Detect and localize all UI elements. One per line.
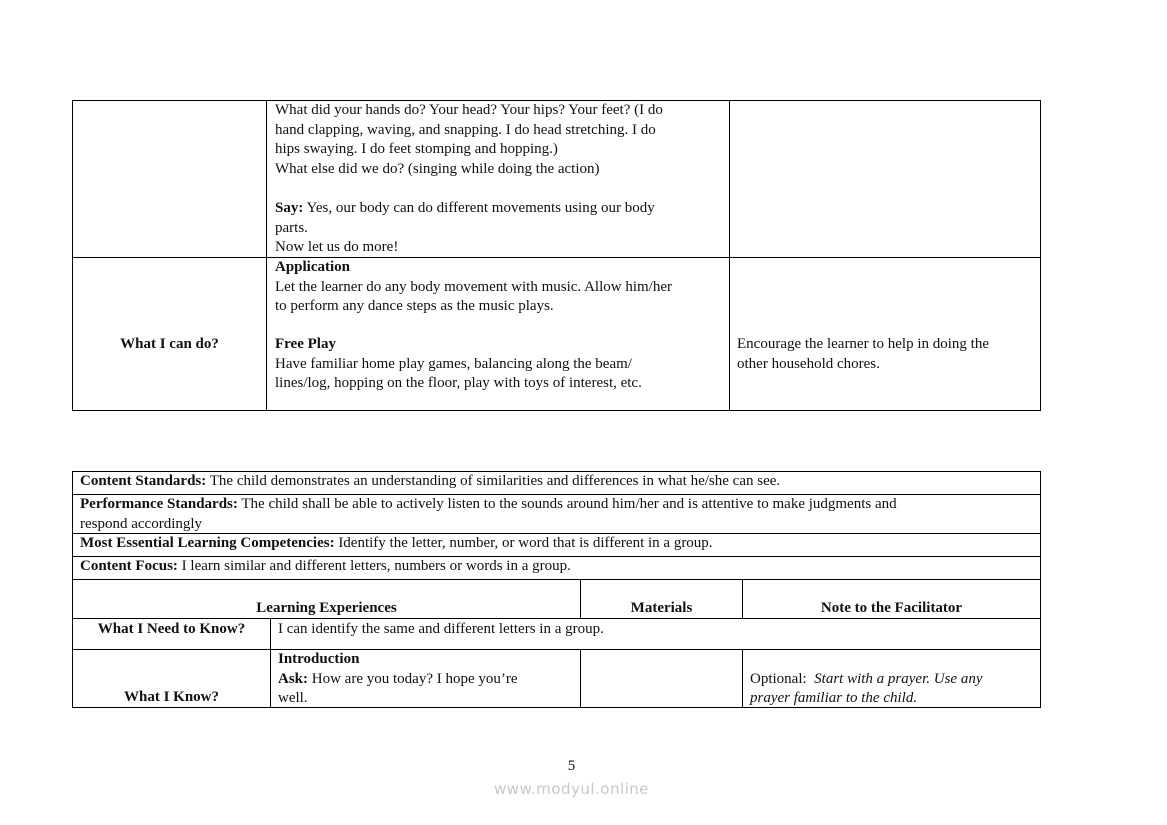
optional-note: prayer familiar to the child. bbox=[750, 690, 918, 706]
header-learning-experiences: Learning Experiences bbox=[256, 600, 397, 616]
answer-text: hand clapping, waving, and snapping. I do head stretching. I do bbox=[275, 121, 656, 138]
performance-standards-text: The child shall be able to actively listen to the sounds around him/her and is attentive to make judgments and bbox=[237, 496, 897, 512]
facilitator-note: other household chores. bbox=[737, 355, 880, 372]
optional-note bbox=[750, 670, 983, 690]
column-divider bbox=[742, 649, 743, 708]
content-standards-label: Content Standards: bbox=[80, 473, 207, 489]
application-text: to perform any dance steps as the music plays. bbox=[275, 298, 554, 314]
section-label: What I can do? bbox=[120, 336, 219, 352]
ask-text: well. bbox=[278, 690, 308, 706]
what-i-know-label: What I Know? bbox=[123, 689, 220, 705]
row-divider bbox=[72, 257, 1041, 258]
performance-standards-text: respond accordingly bbox=[80, 515, 203, 532]
ask-label: Ask: bbox=[278, 670, 309, 687]
table-border bbox=[72, 410, 1041, 411]
say-text: Now let us do more! bbox=[275, 239, 399, 255]
application-text: Let the learner do any body movement with music. Allow him/her bbox=[275, 278, 672, 295]
table-border bbox=[72, 100, 73, 411]
optional-italic: Start with a prayer. Use any bbox=[814, 670, 983, 687]
content-focus-label: Content Focus: bbox=[80, 558, 178, 574]
ask-content: How are you today? I hope you’re bbox=[308, 670, 518, 687]
say-text: parts. bbox=[275, 219, 308, 236]
say-content: Yes, our body can do different movements using our body bbox=[303, 200, 655, 216]
table-border bbox=[72, 471, 73, 708]
content-focus-text: I learn similar and different letters, numbers or words in a group. bbox=[177, 558, 571, 574]
content-standards-text: The child demonstrates an understanding of similarities and differences in what he/she can see. bbox=[206, 473, 781, 489]
answer-text: hips swaying. I do feet stomping and hopping.) bbox=[275, 141, 558, 157]
free-play-text: Have familiar home play games, balancing along the beam/ bbox=[275, 355, 632, 372]
melc-label: Most Essential Learning Competencies: bbox=[80, 535, 335, 551]
free-play-title: Free Play bbox=[275, 336, 336, 352]
facilitator-note: Encourage the learner to help in doing the bbox=[737, 336, 989, 352]
introduction-title: Introduction bbox=[278, 651, 360, 667]
need-to-know-text: I can identify the same and different letters in a group. bbox=[278, 621, 604, 637]
question-text: What did your hands do? Your head? Your hips? Your feet? (I do bbox=[275, 102, 663, 118]
ask-text bbox=[278, 670, 518, 690]
table-border bbox=[1040, 100, 1041, 411]
table-border bbox=[1040, 471, 1041, 708]
header-note: Note to the Facilitator bbox=[820, 600, 963, 616]
watermark: www.modyul.online bbox=[493, 780, 650, 798]
column-divider bbox=[580, 649, 581, 708]
free-play-text: lines/log, hopping on the floor, play with toys of interest, etc. bbox=[275, 375, 642, 391]
performance-standards-label: Performance Standards: bbox=[80, 496, 238, 512]
optional-prefix: Optional: bbox=[750, 670, 815, 687]
header-materials: Materials bbox=[630, 600, 693, 616]
row-divider bbox=[72, 579, 1041, 580]
say-label: Say: bbox=[275, 200, 304, 216]
page-number: 5 bbox=[567, 758, 576, 774]
column-divider bbox=[266, 100, 267, 411]
content-standards bbox=[80, 472, 780, 492]
melc-text: Identify the letter, number, or word that is different in a group. bbox=[334, 535, 713, 551]
application-title: Application bbox=[275, 259, 351, 275]
say-text bbox=[275, 199, 655, 219]
performance-standards bbox=[80, 495, 897, 515]
question-text: What else did we do? (singing while doing the action) bbox=[275, 160, 600, 177]
need-to-know-label: What I Need to Know? bbox=[97, 621, 246, 637]
melc bbox=[80, 534, 713, 554]
row-divider bbox=[72, 649, 1041, 650]
content-focus bbox=[80, 557, 571, 577]
column-divider bbox=[729, 100, 730, 411]
